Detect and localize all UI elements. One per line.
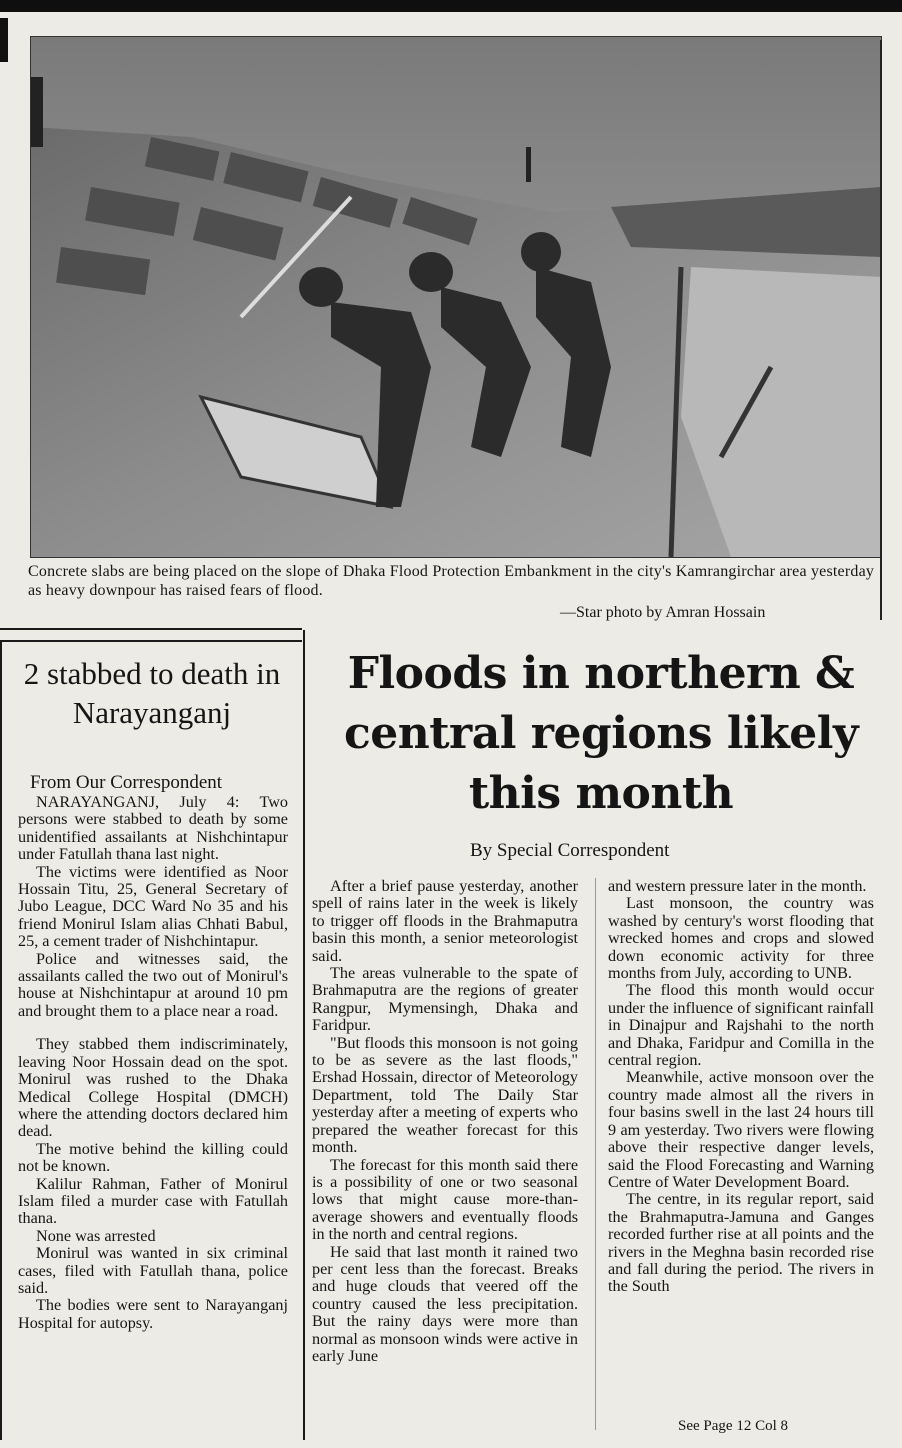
main-paragraph: He said that last month it rained two per cent less than the forecast. Breaks and huge clouds that veered off the country caused the less precipitation. But the rainy days were more than normal as monsoon winds were active in early June: [312, 1242, 578, 1365]
left-paragraph: None was arrested: [36, 1226, 156, 1245]
left-paragraph: The victims were identified as Noor Hossain Titu, 25, General Secretary of Jubo League, DCC Ward No 35 and his friend Monirul Islam alias Chhati Babul, 25, a cement trader of Nishchintapur.: [18, 862, 288, 951]
main-paragraph: The forecast for this month said there is a possibility of one or two seasonal lows that might cause more-than-average showers and eventually floods in the north and central regions.: [312, 1155, 578, 1244]
continued-reference: See Page 12 Col 8: [678, 1418, 788, 1434]
photo-caption: Concrete slabs are being placed on the slope of Dhaka Flood Protection Embankment in the city's Kamrangirchar area yesterday as heavy downpour has raised fears of flood.: [28, 563, 875, 599]
left-paragraph: The bodies were sent to Narayanganj Hospital for autopsy.: [18, 1296, 288, 1332]
main-headline: Floods in northern & central regions likely this month: [343, 648, 859, 819]
page-edge-mark: [0, 18, 8, 62]
divider-left-top: [0, 628, 302, 630]
divider-left-top-2: [0, 640, 302, 642]
main-paragraph: and western pressure later in the month.: [608, 877, 867, 895]
embankment-photo-icon: [31, 37, 881, 557]
page-top-border: [0, 0, 902, 12]
left-paragraph: Monirul was wanted in six criminal cases, filed with Fatullah thana, police said.: [18, 1244, 288, 1297]
left-article-body: [18, 794, 288, 1332]
left-paragraph: They stabbed them indiscriminately, leaving Noor Hossain dead on the spot. Monirul was rushed to the Dhaka Medical College Hospital (DMCH) where the attending doctors declared him dead.: [18, 1035, 288, 1141]
main-article-col2: [608, 878, 874, 1296]
left-border: [0, 640, 2, 1440]
main-byline: By Special Correspondent: [470, 840, 670, 861]
main-paragraph: The areas vulnerable to the spate of Brahmaputra are the regions of greater Rangpur, Mymensingh, Dhaka and Faridpur.: [312, 964, 578, 1035]
left-byline: From Our Correspondent: [30, 772, 223, 793]
left-paragraph: Police and witnesses said, the assailants called the two out of Monirul's house at Nishchintapur at around 10 pm and brought them to a place near a road.: [18, 949, 288, 1020]
column-divider: [303, 630, 305, 1440]
main-paragraph: "But floods this monsoon is not going to be as severe as the last floods," Ershad Hossain, director of Meteorology Department, told The Daily Star yesterday after a meeting of experts who prepared the weather forecast for this month.: [312, 1033, 578, 1157]
left-paragraph: Kalilur Rahman, Father of Monirul Islam filed a murder case with Fatullah thana.: [18, 1174, 288, 1228]
left-paragraph: The motive behind the killing could not be known.: [18, 1139, 288, 1176]
main-paragraph: After a brief pause yesterday, another spell of rains later in the week is likely to trigger off floods in the Brahmaputra basin this month, a senior meteorologist said.: [312, 877, 578, 965]
main-column-divider: [595, 878, 596, 1430]
photo-frame-rule: [880, 40, 882, 620]
main-paragraph: The flood this month would occur under the influence of significant rainfall in Dinajpur and Rajshahi to the north and Dhaka, Faridpur and Comilla in the central region.: [608, 981, 874, 1070]
main-paragraph: The centre, in its regular report, said the Brahmaputra-Jamuna and Ganges recorded further rise at all points and the rivers in the Meghna basin recorded rise and fall during the period. The rivers in the South: [608, 1190, 874, 1296]
left-paragraph: NARAYANGANJ, July 4: Two persons were stabbed to death by some unidentified assailants at Nishchintapur under Fatullah thana last night.: [18, 793, 288, 864]
photo-credit: —Star photo by Amran Hossain: [560, 604, 766, 621]
main-article-col1: [312, 878, 578, 1365]
main-paragraph: Last monsoon, the country was washed by century's worst flooding that wrecked homes and crops and slowed down economic activity for three months from July, according to UNB.: [608, 894, 874, 983]
left-headline: 2 stabbed to death in Narayanganj: [23, 656, 281, 730]
main-paragraph: Meanwhile, active monsoon over the country made almost all the rivers in four basins swell in the last 24 hours till 9 am yesterday. Two rivers were flowing above their respective danger levels, said the Flood Forecasting and Warning Centre of Water Development Board.: [608, 1068, 874, 1191]
news-photo: [30, 36, 882, 558]
